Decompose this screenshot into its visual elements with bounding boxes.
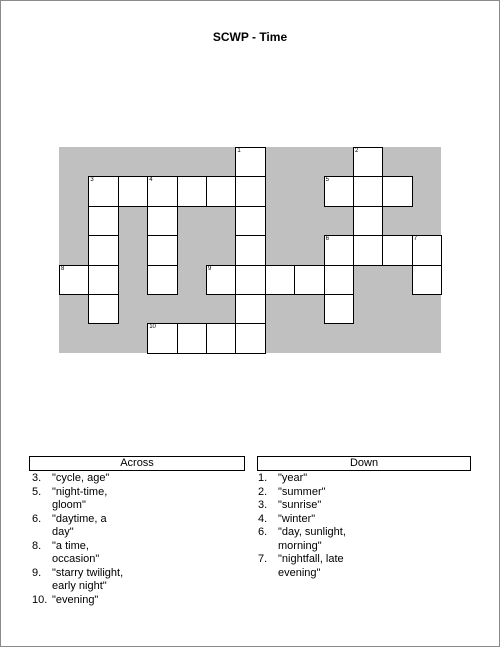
clue-text: "sunrise" <box>278 499 322 511</box>
grid-cell[interactable] <box>88 265 118 295</box>
grid-cell[interactable] <box>147 235 177 265</box>
clue-text: "winter" <box>278 512 316 525</box>
grid-cell[interactable] <box>324 294 354 324</box>
grid-cell[interactable] <box>59 265 89 295</box>
clue-num: 9. <box>32 566 42 579</box>
grid-cell[interactable] <box>88 176 118 206</box>
grid-cell[interactable] <box>206 176 236 206</box>
grid-cell[interactable] <box>206 323 236 353</box>
down-heading: Down <box>257 456 471 471</box>
clue-number: 8 <box>61 265 65 272</box>
clue-number: 6 <box>325 236 329 243</box>
clue-num: 3. <box>258 499 268 511</box>
grid-cell[interactable] <box>353 176 383 206</box>
crossword-grid <box>59 147 441 353</box>
across-clue <box>32 486 245 513</box>
grid-cell[interactable] <box>353 235 383 265</box>
grid-cell[interactable] <box>235 147 265 177</box>
grid-cell[interactable] <box>147 176 177 206</box>
clue-number: 1 <box>237 148 241 154</box>
grid-cell[interactable] <box>235 235 265 265</box>
clue-number: 5 <box>325 177 329 184</box>
clue-num: 7. <box>258 553 268 565</box>
across-clue <box>32 472 245 486</box>
grid-cell[interactable] <box>88 235 118 265</box>
clue-text: "nightfall, late evening" <box>278 553 344 579</box>
clue-text: "daytime, a day" <box>52 512 107 538</box>
grid-cell[interactable] <box>412 265 442 295</box>
grid-cell[interactable] <box>235 265 265 295</box>
clue-num: 10. <box>32 593 48 606</box>
grid-cell[interactable] <box>235 294 265 324</box>
grid-cell[interactable] <box>235 176 265 206</box>
clue-number: 7 <box>413 236 418 243</box>
grid-cell[interactable] <box>324 176 354 206</box>
grid-cell[interactable] <box>382 176 412 206</box>
clue-number: 9 <box>208 265 212 272</box>
down-clue <box>258 513 471 527</box>
grid-cell[interactable] <box>177 323 207 353</box>
down-clue <box>258 499 471 513</box>
grid-cell[interactable] <box>177 176 207 206</box>
grid-cell[interactable] <box>353 147 383 177</box>
clue-text: "a time, occasion" <box>52 539 100 565</box>
clue-num: 8. <box>32 539 42 552</box>
clue-num: 1. <box>258 472 268 484</box>
clue-num: 5. <box>32 485 42 498</box>
clue-number: 2 <box>355 148 359 154</box>
grid-cell[interactable] <box>382 235 412 265</box>
across-clue <box>32 594 245 608</box>
clue-num: 6. <box>258 526 268 538</box>
across-clue <box>32 567 245 594</box>
clue-text: "starry twilight, early night" <box>52 566 124 592</box>
clue-text: "night-time, gloom" <box>52 485 108 511</box>
clue-number: 3 <box>90 177 94 184</box>
down-clue <box>258 486 471 500</box>
grid-cell[interactable] <box>88 294 118 324</box>
grid-cell[interactable] <box>206 265 236 295</box>
clue-text: "cycle, age" <box>52 472 110 484</box>
down-clue <box>258 553 471 580</box>
grid-cell[interactable] <box>235 206 265 236</box>
clue-text: "day, sunlight, morning" <box>278 526 346 552</box>
grid-cell[interactable] <box>324 265 354 295</box>
clue-num: 2. <box>258 485 268 498</box>
down-clue <box>258 526 471 553</box>
down-clue <box>258 472 471 486</box>
clue-num: 4. <box>258 512 268 525</box>
grid-cell[interactable] <box>412 235 442 265</box>
grid-cell[interactable] <box>294 265 324 295</box>
down-clues <box>257 456 471 580</box>
puzzle-title: SCWP - Time <box>212 30 288 44</box>
grid-cell[interactable] <box>265 265 295 295</box>
clue-num: 3. <box>32 472 42 484</box>
clue-text: "evening" <box>52 593 99 606</box>
clue-number: 10 <box>149 324 156 331</box>
clue-num: 6. <box>32 512 42 525</box>
grid-cell[interactable] <box>118 176 148 206</box>
across-clues <box>29 456 245 607</box>
clue-number: 4 <box>149 177 153 184</box>
across-heading: Across <box>29 456 245 471</box>
across-clue <box>32 540 245 567</box>
grid-cell[interactable] <box>88 206 118 236</box>
across-clue <box>32 513 245 540</box>
grid-cell[interactable] <box>147 323 177 353</box>
grid-cell[interactable] <box>235 323 265 353</box>
grid-cell[interactable] <box>353 206 383 236</box>
clue-text: "summer" <box>278 485 326 498</box>
grid-cell[interactable] <box>147 265 177 295</box>
grid-cell[interactable] <box>147 206 177 236</box>
grid-cell[interactable] <box>324 235 354 265</box>
clue-text: "year" <box>278 472 308 484</box>
